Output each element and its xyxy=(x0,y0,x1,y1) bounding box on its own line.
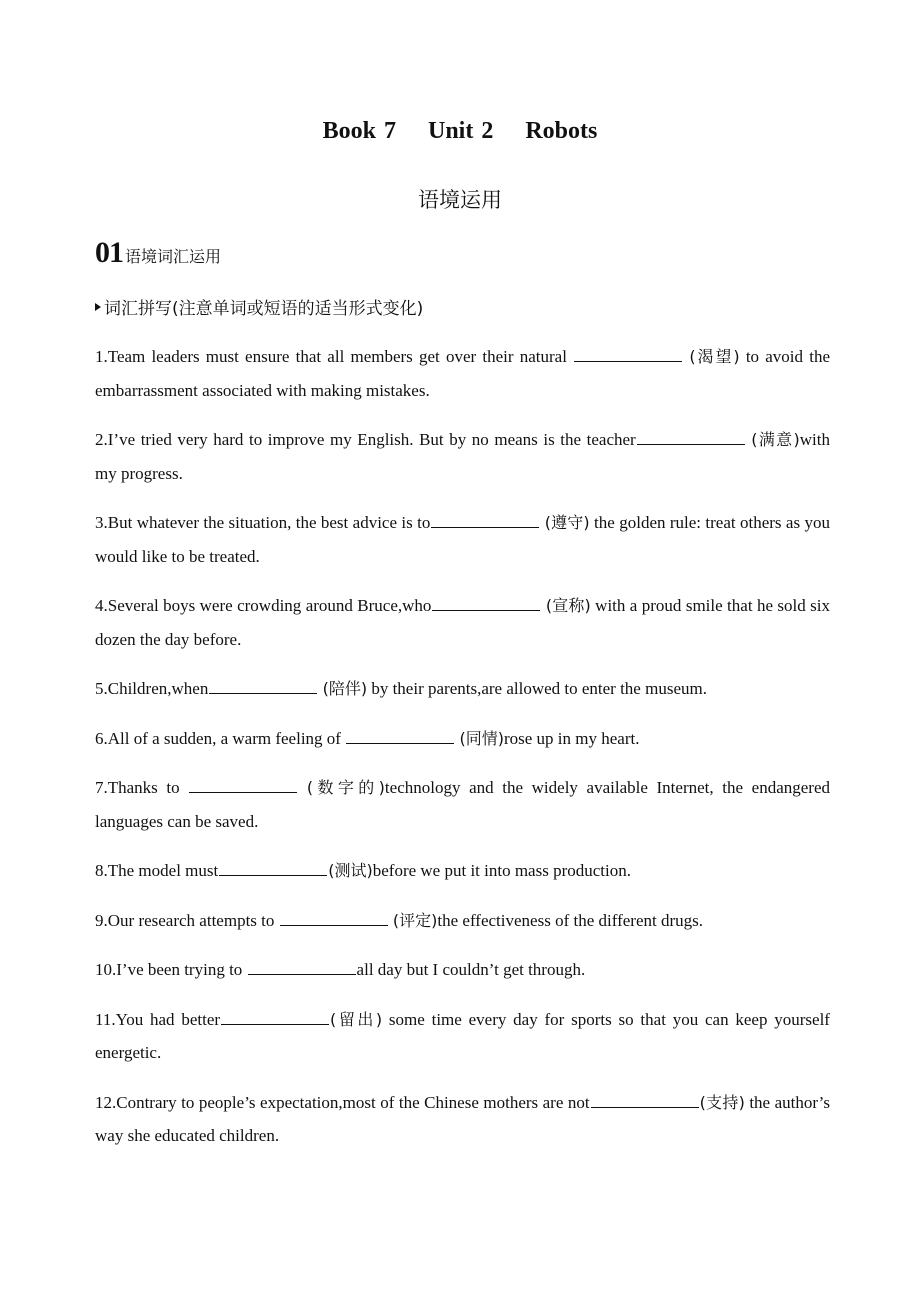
instruction-text: 词汇拼写(注意单词或短语的适当形式变化) xyxy=(104,299,424,319)
answer-blank[interactable] xyxy=(248,958,356,975)
answer-blank[interactable] xyxy=(574,345,682,362)
triangle-bullet-icon xyxy=(95,303,101,311)
chinese-hint: (评定) xyxy=(392,910,438,930)
answer-blank[interactable] xyxy=(591,1091,699,1108)
answer-blank[interactable] xyxy=(221,1008,329,1025)
chinese-hint: (测试) xyxy=(328,861,373,880)
chinese-hint: (陪伴) xyxy=(322,679,368,698)
question-item: 7.Thanks to (数字的)technology and the widely available Internet, the endangered languages can be saved. xyxy=(95,778,830,831)
chinese-hint: (同情) xyxy=(459,728,504,748)
question-item: 9.Our research attempts to (评定)the effectiveness of the different drugs. xyxy=(95,910,703,930)
chinese-hint: (遵守) xyxy=(544,513,590,532)
chinese-hint: (数字的) xyxy=(306,778,385,797)
section-number: 01 xyxy=(95,236,123,269)
answer-blank[interactable] xyxy=(637,428,745,445)
question-item: 4.Several boys were crowding around Bruce,who (宣称) with a proud smile that he sold six dozen the day before. xyxy=(95,596,830,649)
section-heading xyxy=(95,236,221,270)
answer-blank[interactable] xyxy=(346,727,454,744)
question-item: 2.I’ve tried very hard to improve my English. But by no means is the teacher (满意)with my progress. xyxy=(95,430,830,483)
question-item: 6.All of a sudden, a warm feeling of (同情)rose up in my heart. xyxy=(95,728,640,748)
answer-blank[interactable] xyxy=(280,909,388,926)
question-item: 5.Children,when (陪伴) by their parents,are allowed to enter the museum. xyxy=(95,679,707,698)
chinese-hint: (宣称) xyxy=(545,596,591,615)
question-item: 3.But whatever the situation, the best advice is to (遵守) the golden rule: treat others as you would like to be treated. xyxy=(95,513,830,566)
chinese-hint: (满意) xyxy=(751,430,800,449)
chinese-hint: (渴望) xyxy=(689,347,740,366)
question-item: 11.You had better (留出) some time every day for sports so that you can keep yourself energetic. xyxy=(95,1009,830,1062)
page-title: Book 7 Unit 2 Robots xyxy=(322,118,598,144)
question-item: 8.The model must (测试)before we put it into mass production. xyxy=(95,861,631,880)
answer-blank[interactable] xyxy=(189,776,297,793)
answer-blank[interactable] xyxy=(432,594,540,611)
answer-blank[interactable] xyxy=(431,511,539,528)
chinese-hint: (留出) xyxy=(330,1009,383,1029)
section-label: 语境词汇运用 xyxy=(125,247,222,266)
answer-blank[interactable] xyxy=(209,677,317,694)
instruction xyxy=(95,294,423,319)
chinese-hint: (支持) xyxy=(699,1092,745,1112)
page-subtitle: 语境运用 xyxy=(418,188,502,212)
question-item: 12.Contrary to people’s expectation,most of the Chinese mothers are not (支持) the author’s way she educated children. xyxy=(95,1092,830,1145)
question-item: 1.Team leaders must ensure that all members get over their natural (渴望) to avoid the embarrassment associated with making mistakes. xyxy=(95,347,830,400)
question-item: 10.I’ve been trying to all day but I couldn’t get through. xyxy=(95,960,586,979)
answer-blank[interactable] xyxy=(219,859,327,876)
question-list xyxy=(95,340,830,1169)
